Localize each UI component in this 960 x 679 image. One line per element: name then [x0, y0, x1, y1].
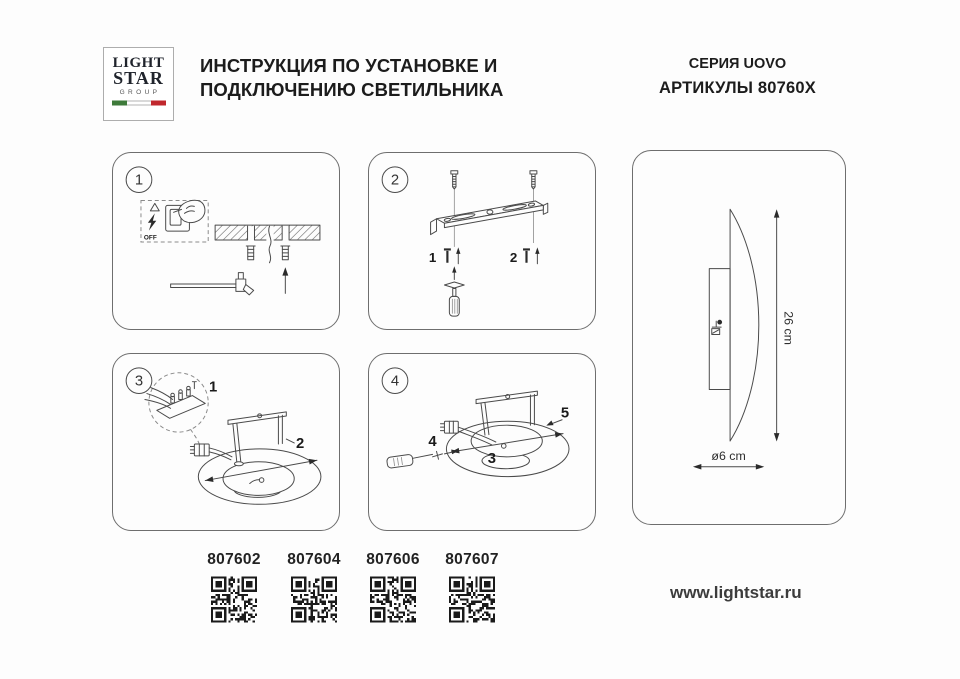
series-name: СЕРИЯ UOVO: [688, 56, 787, 72]
wall-plug-left: [246, 246, 255, 260]
step-1-illustration: [113, 153, 339, 329]
wall-cross-section: [215, 225, 320, 263]
screwdriver-icon: [386, 450, 458, 469]
article-807606: [353, 551, 433, 623]
bracket-on-base: [228, 412, 286, 466]
diameter-dimension-label: ø6 cm: [711, 448, 746, 463]
side-view-panel: [632, 150, 846, 525]
step-4-label-5: 5: [560, 405, 570, 422]
page-title: [200, 54, 530, 101]
side-view-illustration: [633, 151, 845, 524]
website-url: www.lightstar.ru: [670, 583, 802, 602]
wall-plug-right: [281, 246, 290, 260]
lightstar-logo: [103, 47, 174, 121]
step-3-label-1: 1: [209, 379, 218, 396]
article-number: 807606: [366, 551, 420, 568]
screwdriver-icon: [444, 266, 464, 316]
step-4-label-3: 3: [487, 450, 497, 467]
svg-text:4: 4: [390, 373, 400, 390]
svg-text:2: 2: [509, 249, 518, 265]
svg-text:1: 1: [428, 249, 437, 265]
article-807602: [194, 551, 274, 623]
italian-flag-bar: [112, 100, 166, 106]
step-4-label-5-group: [546, 405, 569, 425]
article-807604: [274, 551, 354, 623]
wire-connector: [190, 444, 232, 460]
step-4-badge: [382, 368, 408, 394]
insert-arrow-icon: [282, 267, 288, 293]
fixture-base: [198, 449, 321, 504]
svg-text:OFF: OFF: [143, 234, 157, 242]
mounting-screw-left: [451, 171, 458, 189]
step-4-label-4: 4: [428, 433, 437, 450]
qr-code: [291, 576, 337, 623]
page-title-line1: ИНСТРУКЦИЯ ПО УСТАНОВКЕ И: [200, 55, 498, 76]
logo-word-light: LIGHT: [112, 55, 165, 71]
height-dimension: [774, 209, 796, 441]
step-3-label-2: 2: [296, 435, 305, 452]
article-807607: [432, 551, 512, 623]
step-2-illustration: [369, 153, 595, 329]
terminal-block-detail-magnifier: [145, 373, 208, 444]
step-4-panel: [368, 353, 596, 531]
screw-position-2: [510, 247, 540, 264]
mounting-screw-right: [530, 171, 537, 189]
logo-word-group: GROUP: [119, 89, 161, 96]
step-3-panel: [112, 353, 340, 531]
svg-text:2: 2: [390, 172, 400, 189]
mounting-bracket: [431, 201, 548, 235]
svg-text:3: 3: [134, 373, 144, 390]
qr-code: [370, 576, 416, 623]
step-1-panel: [112, 152, 340, 330]
qr-code: [211, 576, 257, 623]
articles-heading: АРТИКУЛЫ 80760X: [659, 79, 816, 97]
logo-word-star: STAR: [113, 68, 164, 88]
step-2-panel: [368, 152, 596, 330]
article-number: 807607: [445, 551, 499, 568]
article-number: 807602: [207, 551, 261, 568]
page-title-line2: ПОДКЛЮЧЕНИЮ СВЕТИЛЬНИКА: [200, 78, 504, 100]
step-2-badge: [382, 167, 408, 193]
step-4-illustration: [369, 354, 595, 530]
drill-tool-icon: [171, 273, 254, 295]
step-3-label-2-group: [286, 436, 304, 452]
series-block: [630, 56, 845, 98]
fixture-profile: [709, 209, 759, 441]
power-off-warning-icon: [141, 200, 208, 242]
step-1-badge: [126, 167, 152, 193]
diameter-dimension: [693, 449, 764, 470]
height-dimension-label: 26 cm: [781, 311, 796, 345]
svg-text:1: 1: [134, 172, 144, 189]
article-number: 807604: [287, 551, 341, 568]
screw-position-1: [429, 247, 461, 264]
qr-code: [449, 576, 495, 623]
step-3-illustration: [113, 354, 339, 530]
step-3-badge: [126, 368, 152, 394]
